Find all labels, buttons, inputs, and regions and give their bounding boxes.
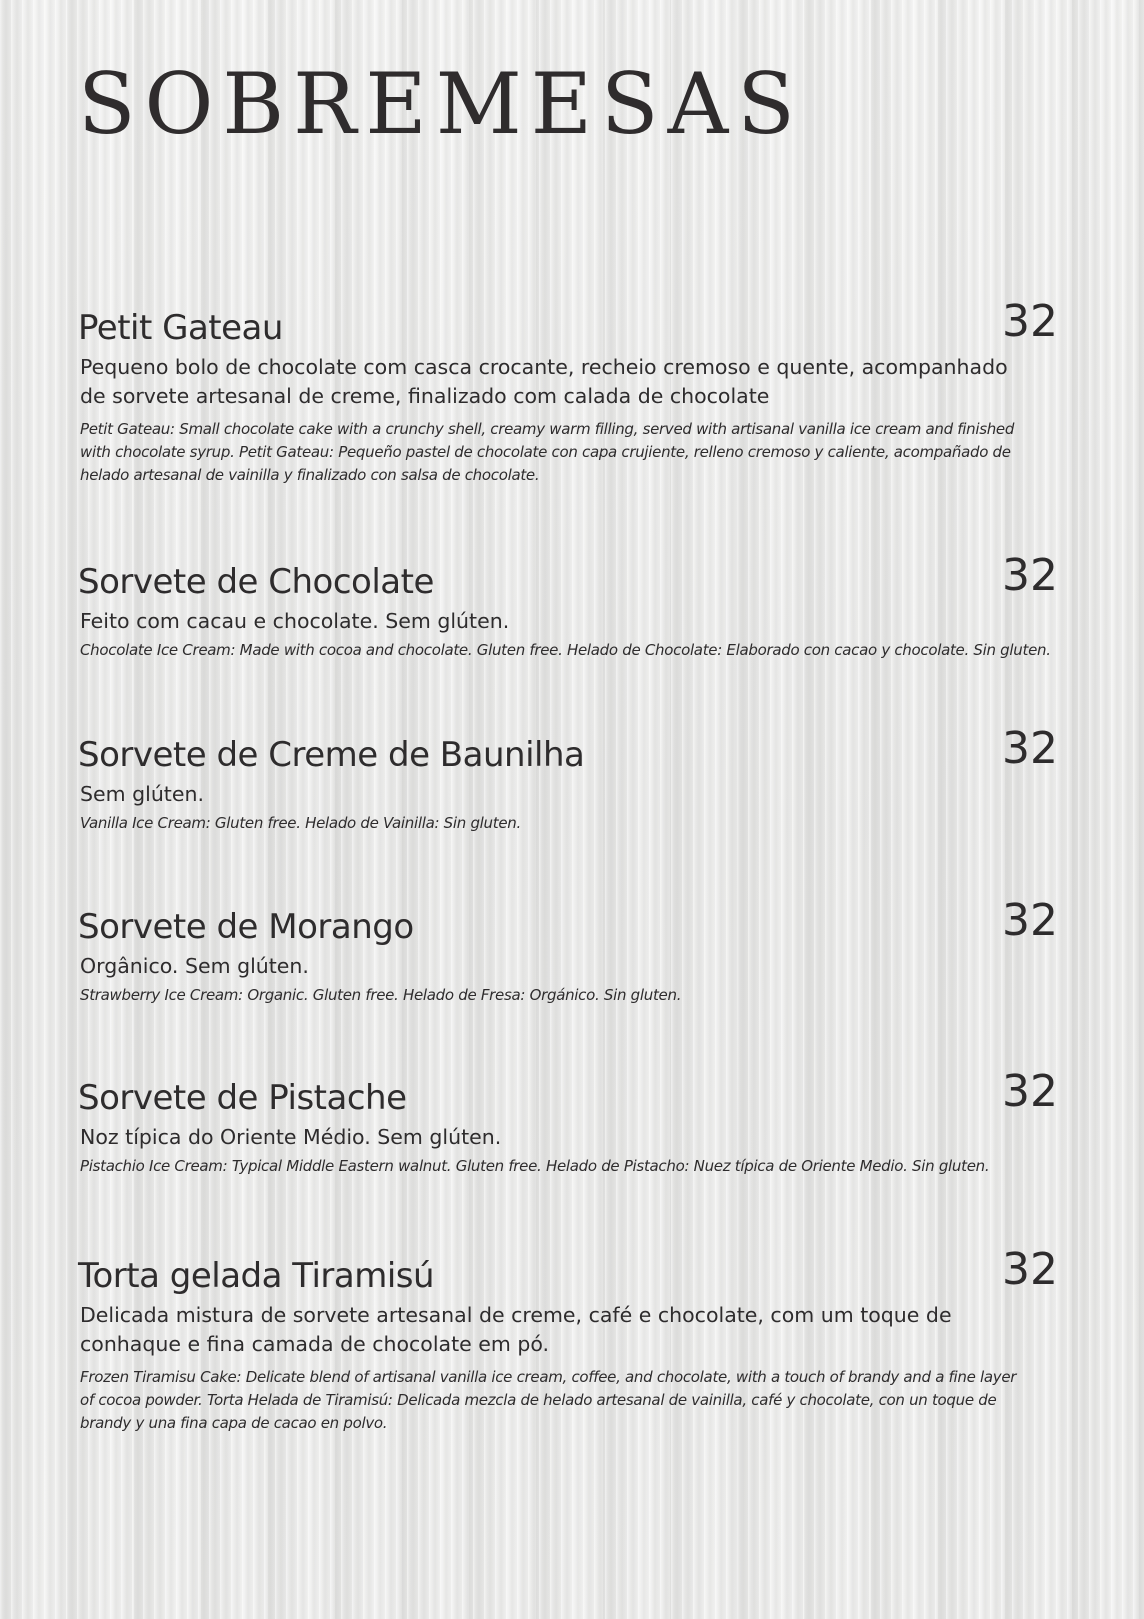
menu-item-sorvete-baunilha	[78, 723, 1068, 835]
item-translation: Pistachio Ice Cream: Typical Middle Eastern walnut. Gluten free. Helado de Pistacho: Nuez típica de Oriente Medio. Sin gluten.	[80, 1157, 990, 1175]
item-description: Feito com cacau e chocolate. Sem glúten.	[80, 609, 510, 633]
item-price: 32	[1002, 1066, 1058, 1117]
item-name: Sorvete de Creme de Baunilha	[78, 735, 585, 775]
item-translation: Vanilla Ice Cream: Gluten free. Helado de Vainilla: Sin gluten.	[80, 814, 521, 832]
item-name: Torta gelada Tiramisú	[78, 1256, 435, 1296]
menu-item-torta-tiramisu	[78, 1244, 1068, 1435]
item-name: Petit Gateau	[78, 308, 283, 348]
item-description: Noz típica do Oriente Médio. Sem glúten.	[80, 1125, 502, 1149]
item-price: 32	[1002, 723, 1058, 774]
item-translation: Petit Gateau: Small chocolate cake with a crunchy shell, creamy warm filling, served with artisanal vanilla ice cream and finished with chocolate syrup. Petit Gateau: Pequeño pastel de chocolate con capa crujiente, relleno cremoso y caliente, acompañado de helado artesanal de vainilla y finalizado con salsa de chocolate.	[80, 420, 1015, 484]
menu-item-sorvete-pistache	[78, 1066, 1068, 1178]
item-price: 32	[1002, 296, 1058, 347]
menu-item-sorvete-morango	[78, 895, 1068, 1007]
item-translation: Strawberry Ice Cream: Organic. Gluten free. Helado de Fresa: Orgánico. Sin gluten.	[80, 986, 682, 1004]
item-description: Pequeno bolo de chocolate com casca crocante, recheio cremoso e quente, acompanhado de sorvete artesanal de creme, finalizado com calada de chocolate	[80, 355, 1008, 408]
item-price: 32	[1002, 895, 1058, 946]
page-title: SOBREMESAS	[78, 55, 804, 153]
item-description: Sem glúten.	[80, 782, 204, 806]
item-name: Sorvete de Pistache	[78, 1078, 407, 1118]
item-description: Orgânico. Sem glúten.	[80, 954, 309, 978]
item-name: Sorvete de Morango	[78, 907, 414, 947]
item-price: 32	[1002, 1244, 1058, 1295]
menu-item-petit-gateau	[78, 296, 1068, 487]
item-translation: Frozen Tiramisu Cake: Delicate blend of artisanal vanilla ice cream, coffee, and chocolate, with a touch of brandy and a fine layer of cocoa powder. Torta Helada de Tiramisú: Delicada mezcla de helado artesanal de vainilla, café y chocolate, con un toque de brandy y una fina capa de cacao en polvo.	[80, 1368, 1017, 1432]
item-translation: Chocolate Ice Cream: Made with cocoa and chocolate. Gluten free. Helado de Chocolate: Elaborado con cacao y chocolate. Sin gluten.	[80, 641, 1051, 659]
item-price: 32	[1002, 550, 1058, 601]
item-name: Sorvete de Chocolate	[78, 562, 434, 602]
menu-item-sorvete-chocolate	[78, 550, 1068, 662]
item-description: Delicada mistura de sorvete artesanal de creme, café e chocolate, com um toque de conhaque e fina camada de chocolate em pó.	[80, 1303, 952, 1356]
